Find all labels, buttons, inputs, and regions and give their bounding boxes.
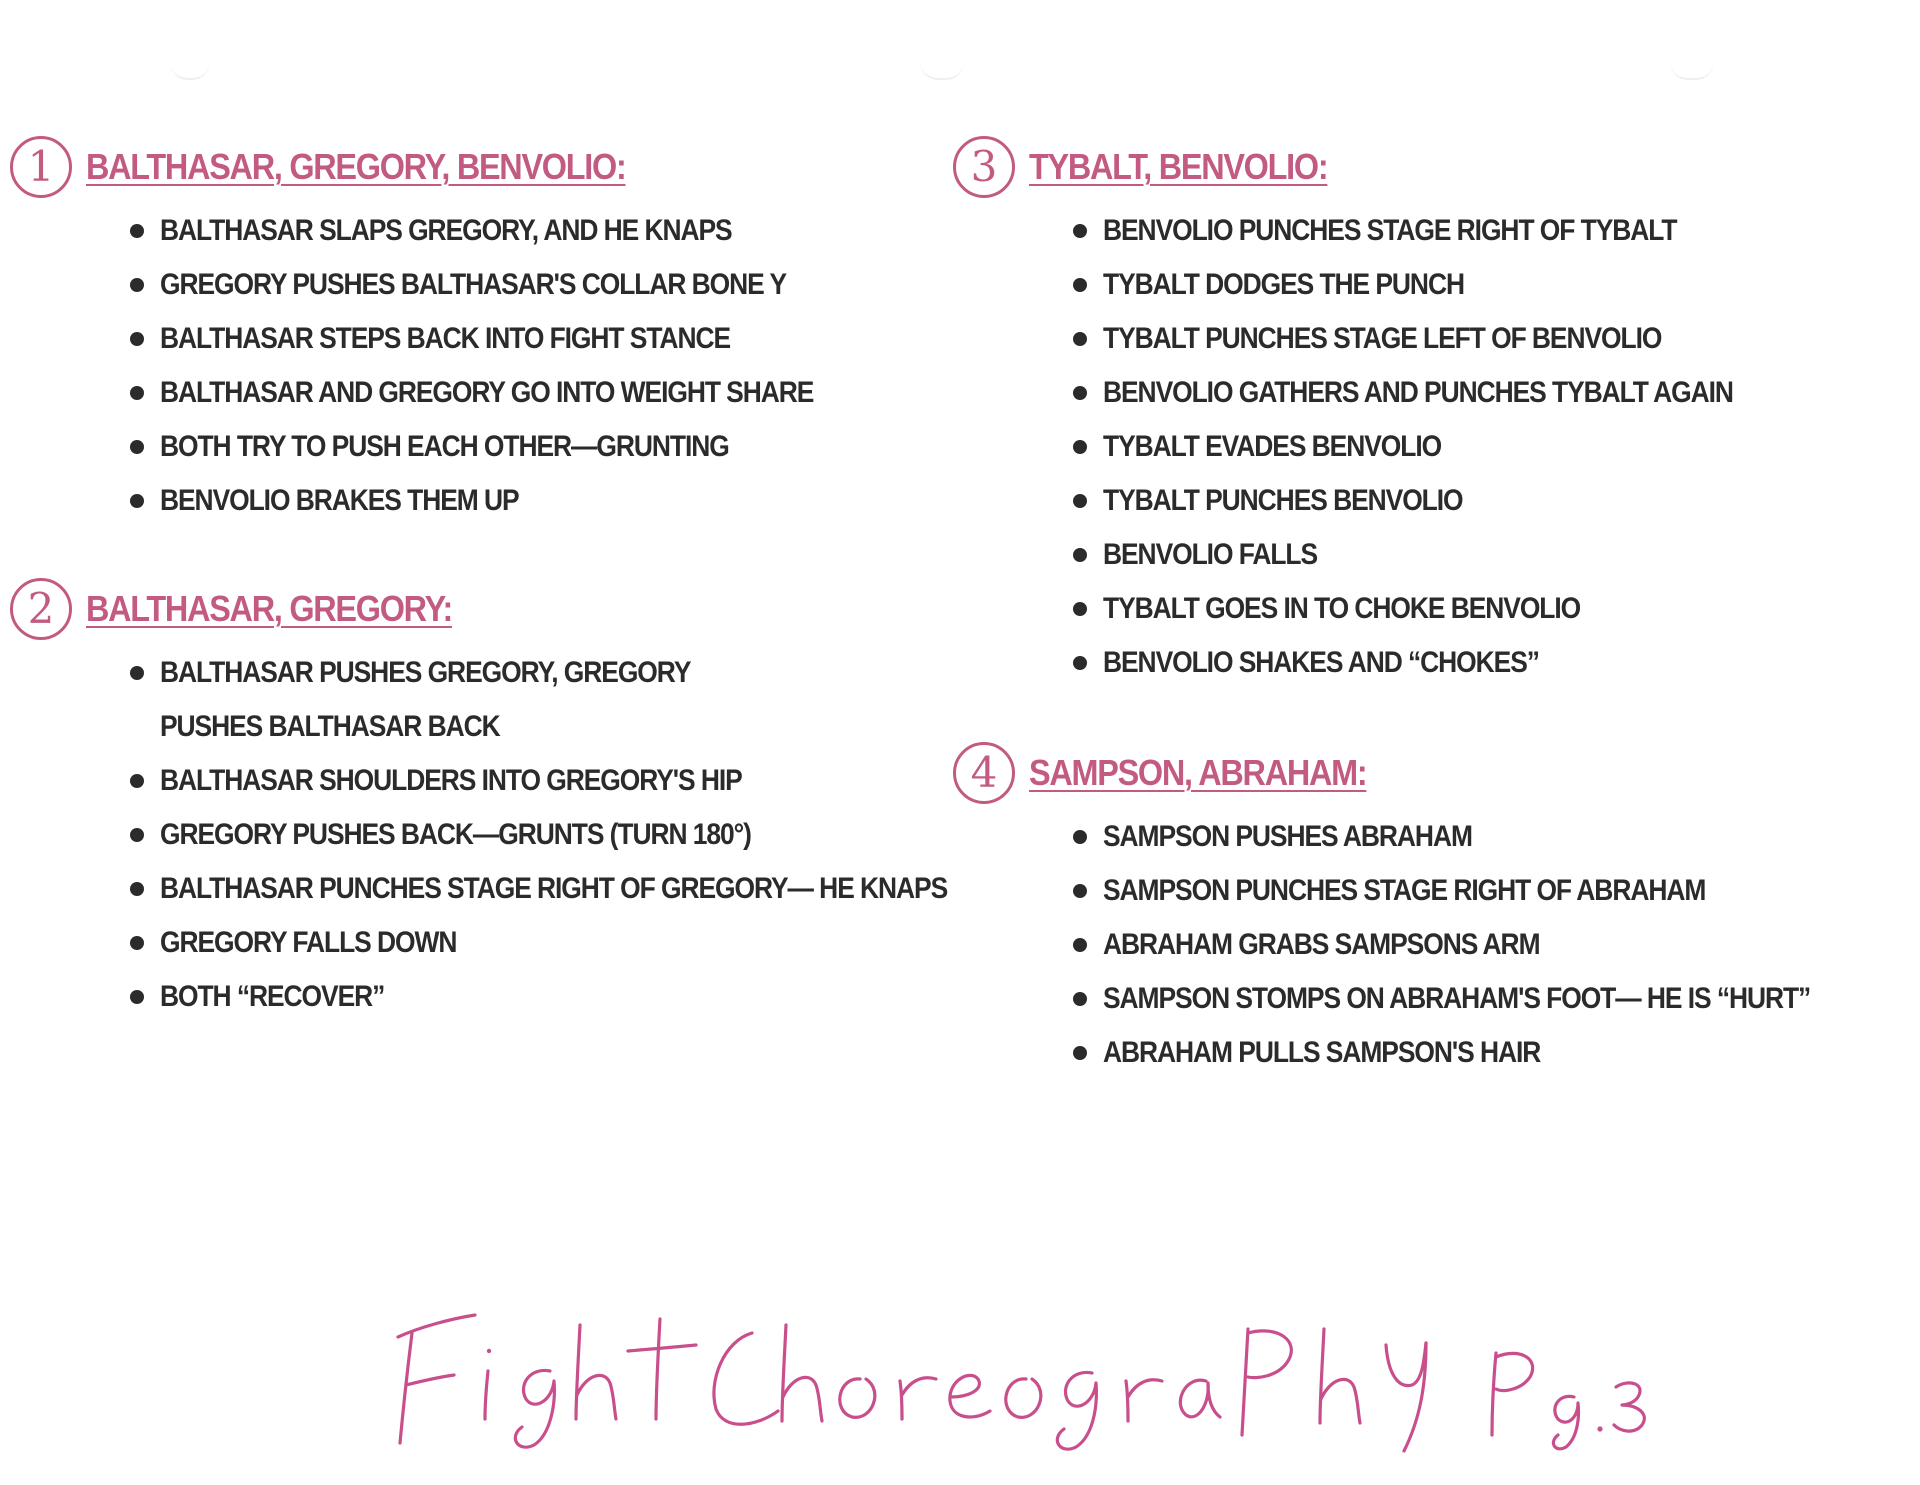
- bullet-icon: [130, 224, 144, 238]
- move-list: [130, 204, 902, 528]
- list-item: TYBALT DODGES THE PUNCH: [1073, 258, 1819, 312]
- list-item: BENVOLIO FALLS: [1073, 528, 1819, 582]
- section-header: [10, 572, 1055, 646]
- bullet-icon: [1073, 494, 1087, 508]
- list-item: SAMPSON PUSHES ABRAHAM: [1073, 810, 1907, 864]
- bullet-icon: [1073, 440, 1087, 454]
- scan-mark: [1670, 62, 1714, 80]
- list-item: BENVOLIO PUNCHES STAGE RIGHT OF TYBALT: [1073, 204, 1819, 258]
- bullet-icon: [130, 936, 144, 950]
- list-item: TYBALT GOES IN TO CHOKE BENVOLIO: [1073, 582, 1819, 636]
- section-header: [953, 130, 1819, 204]
- list-item: GREGORY PUSHES BACK—GRUNTS (TURN 180°): [130, 808, 1055, 862]
- move-list: [1073, 810, 1907, 1080]
- list-item: BENVOLIO SHAKES AND “CHOKES”: [1073, 636, 1819, 690]
- list-item: TYBALT PUNCHES BENVOLIO: [1073, 474, 1819, 528]
- section-title: BALTHASAR, GREGORY:: [86, 588, 453, 629]
- bullet-icon: [130, 990, 144, 1004]
- list-item: TYBALT EVADES BENVOLIO: [1073, 420, 1819, 474]
- bullet-icon: [1073, 884, 1087, 898]
- list-item: SAMPSON STOMPS ON ABRAHAM'S FOOT— HE IS “HURT”: [1073, 972, 1907, 1026]
- bullet-icon: [130, 278, 144, 292]
- bullet-icon: [130, 494, 144, 508]
- bullet-icon: [130, 666, 144, 680]
- list-item: BALTHASAR AND GREGORY GO INTO WEIGHT SHARE: [130, 366, 902, 420]
- section-number-badge: 2: [10, 578, 72, 640]
- move-list: [1073, 204, 1819, 690]
- section-3: [953, 130, 1819, 690]
- bullet-icon: [1073, 656, 1087, 670]
- bullet-icon: [1073, 278, 1087, 292]
- bullet-icon: [1073, 332, 1087, 346]
- list-item: GREGORY PUSHES BALTHASAR'S COLLAR BONE Y: [130, 258, 902, 312]
- list-item: SAMPSON PUNCHES STAGE RIGHT OF ABRAHAM: [1073, 864, 1907, 918]
- bullet-icon: [130, 386, 144, 400]
- section-2: [10, 572, 1055, 1024]
- bullet-icon: [1073, 938, 1087, 952]
- bullet-icon: [130, 882, 144, 896]
- section-number-badge: 4: [953, 742, 1015, 804]
- bullet-icon: [1073, 548, 1087, 562]
- scan-mark: [920, 62, 964, 80]
- bullet-icon: [130, 774, 144, 788]
- bullet-icon: [130, 332, 144, 346]
- list-item: BENVOLIO BRAKES THEM UP: [130, 474, 902, 528]
- list-item: TYBALT PUNCHES STAGE LEFT OF BENVOLIO: [1073, 312, 1819, 366]
- list-item: ABRAHAM PULLS SAMPSON'S HAIR: [1073, 1026, 1907, 1080]
- move-list: [130, 646, 1055, 1024]
- list-item: BALTHASAR STEPS BACK INTO FIGHT STANCE: [130, 312, 902, 366]
- section-title: TYBALT, BENVOLIO:: [1029, 146, 1328, 187]
- section-4: [953, 736, 1907, 1080]
- section-header: [10, 130, 902, 204]
- bullet-icon: [130, 440, 144, 454]
- list-item: BOTH “RECOVER”: [130, 970, 1055, 1024]
- bullet-icon: [130, 828, 144, 842]
- list-item: BALTHASAR SHOULDERS INTO GREGORY'S HIP: [130, 754, 1055, 808]
- list-item: BALTHASAR SLAPS GREGORY, AND HE KNAPS: [130, 204, 902, 258]
- scan-mark: [170, 62, 210, 80]
- section-number-badge: 3: [953, 136, 1015, 198]
- bullet-icon: [1073, 224, 1087, 238]
- list-item: BENVOLIO GATHERS AND PUNCHES TYBALT AGAIN: [1073, 366, 1819, 420]
- section-number-badge: 1: [10, 136, 72, 198]
- list-item: BALTHASAR PUNCHES STAGE RIGHT OF GREGORY— HE KNAPS: [130, 862, 1055, 916]
- section-title: SAMPSON, ABRAHAM:: [1029, 752, 1367, 793]
- list-item: GREGORY FALLS DOWN: [130, 916, 1055, 970]
- section-header: [953, 736, 1907, 810]
- section-title: BALTHASAR, GREGORY, BENVOLIO:: [86, 146, 626, 187]
- list-item: ABRAHAM GRABS SAMPSONS ARM: [1073, 918, 1907, 972]
- bullet-icon: [1073, 602, 1087, 616]
- bullet-icon: [1073, 386, 1087, 400]
- section-1: [10, 130, 902, 528]
- list-item: BALTHASAR PUSHES GREGORY, GREGORY PUSHES BALTHASAR BACK: [130, 646, 1055, 754]
- list-item: BOTH TRY TO PUSH EACH OTHER—GRUNTING: [130, 420, 902, 474]
- bullet-icon: [1073, 830, 1087, 844]
- bullet-icon: [1073, 992, 1087, 1006]
- handwritten-note: [390, 1285, 1660, 1455]
- bullet-icon: [1073, 1046, 1087, 1060]
